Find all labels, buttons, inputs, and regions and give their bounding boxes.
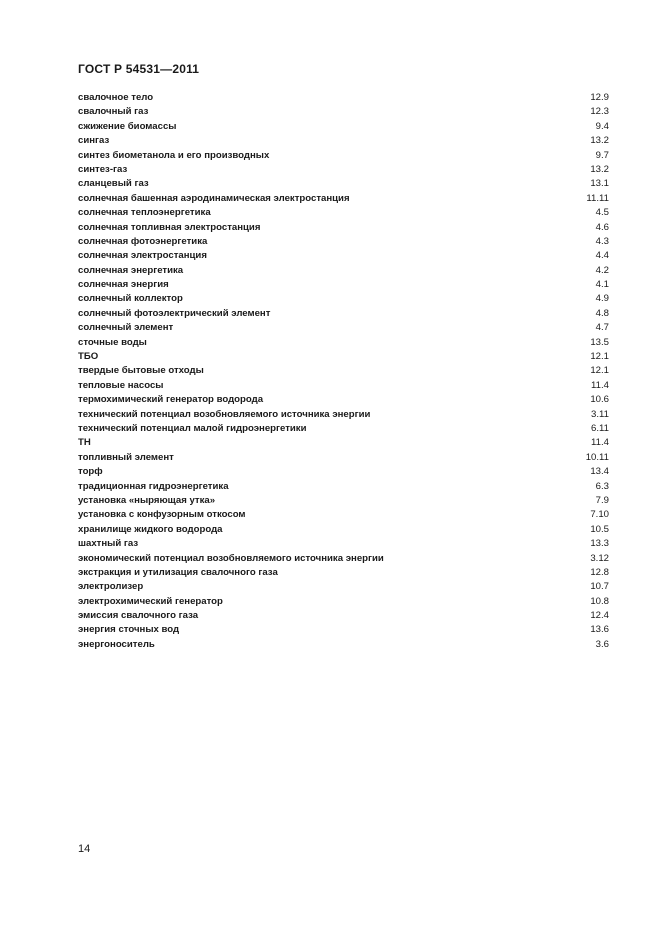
index-entry	[78, 609, 609, 623]
index-reference: 13.1	[590, 178, 609, 190]
index-entry	[78, 321, 609, 335]
index-term: сточные воды	[78, 336, 147, 348]
index-list	[78, 91, 609, 652]
index-term: сингаз	[78, 135, 110, 147]
index-term: технический потенциал малой гидроэнергетики	[78, 422, 307, 434]
index-entry	[78, 149, 609, 163]
index-reference: 7.10	[590, 509, 609, 521]
index-reference: 4.4	[595, 250, 609, 262]
index-entry	[78, 393, 609, 407]
index-reference: 10.5	[590, 523, 609, 535]
index-entry	[78, 552, 609, 566]
index-entry	[78, 638, 609, 652]
index-term: твердые бытовые отходы	[78, 365, 204, 377]
index-entry	[78, 595, 609, 609]
index-entry	[78, 134, 609, 148]
index-term: технический потенциал возобновляемого источника энергии	[78, 408, 371, 420]
index-entry	[78, 422, 609, 436]
index-reference: 12.9	[590, 92, 609, 103]
index-reference: 3.6	[595, 638, 609, 650]
index-reference: 4.2	[595, 264, 609, 276]
index-entry	[78, 350, 609, 364]
index-reference: 9.7	[595, 149, 609, 161]
index-reference: 13.3	[590, 538, 609, 550]
index-term: шахтный газ	[78, 538, 139, 550]
index-reference: 4.6	[595, 221, 609, 233]
index-reference: 12.1	[590, 351, 609, 363]
index-term: солнечная электростанция	[78, 250, 207, 262]
index-entry	[78, 105, 609, 119]
index-reference: 4.1	[595, 279, 609, 291]
index-term: ТН	[78, 437, 91, 449]
index-reference: 13.2	[590, 163, 609, 175]
index-entry	[78, 408, 609, 422]
index-term: тепловые насосы	[78, 379, 164, 391]
index-term: свалочный газ	[78, 106, 149, 118]
index-term: эмиссия свалочного газа	[78, 610, 199, 622]
index-reference: 3.11	[591, 408, 609, 420]
page-number: 14	[78, 843, 91, 855]
index-term: установка с конфузорным откосом	[78, 509, 246, 521]
index-entry	[78, 465, 609, 479]
index-reference: 4.7	[595, 322, 609, 334]
index-term: солнечный фотоэлектрический элемент	[78, 307, 271, 319]
index-reference: 4.8	[595, 307, 609, 319]
index-reference: 11.4	[591, 379, 609, 391]
index-reference: 13.4	[590, 466, 609, 478]
index-reference: 13.2	[590, 135, 609, 147]
index-term: энергия сточных вод	[78, 624, 180, 636]
index-entry	[78, 192, 609, 206]
index-entry	[78, 221, 609, 235]
index-entry	[78, 508, 609, 522]
index-reference: 3.12	[590, 552, 609, 564]
index-entry	[78, 523, 609, 537]
index-entry	[78, 278, 609, 292]
index-term: синтез биометанола и его производных	[78, 149, 270, 161]
index-term: хранилище жидкого водорода	[78, 523, 223, 535]
index-entry	[78, 249, 609, 263]
index-entry	[78, 91, 609, 105]
index-entry	[78, 292, 609, 306]
index-term: солнечная энергетика	[78, 264, 184, 276]
index-entry	[78, 336, 609, 350]
index-term: электролизер	[78, 581, 144, 593]
index-entry	[78, 379, 609, 393]
index-reference: 13.6	[590, 624, 609, 636]
index-reference: 10.6	[590, 394, 609, 406]
index-term: солнечная энергия	[78, 279, 169, 291]
index-term: традиционная гидроэнергетика	[78, 480, 229, 492]
index-term: сжижение биомассы	[78, 120, 177, 132]
index-entry	[78, 623, 609, 637]
index-term: ТБО	[78, 351, 99, 363]
index-reference: 12.3	[590, 106, 609, 118]
index-entry	[78, 494, 609, 508]
index-reference: 11.4	[591, 437, 609, 449]
index-term: энергоноситель	[78, 638, 155, 650]
index-term: экономический потенциал возобновляемого источника энергии	[78, 552, 384, 564]
index-reference: 4.5	[595, 207, 609, 219]
index-reference: 6.11	[591, 422, 609, 434]
index-term: солнечная теплоэнергетика	[78, 207, 211, 219]
index-term: солнечная фотоэнергетика	[78, 235, 208, 247]
index-entry	[78, 537, 609, 551]
index-entry	[78, 307, 609, 321]
index-entry	[78, 451, 609, 465]
index-term: солнечная башенная аэродинамическая электростанция	[78, 192, 350, 204]
index-term: топливный элемент	[78, 451, 174, 463]
index-entry	[78, 177, 609, 191]
index-term: синтез-газ	[78, 163, 128, 175]
index-entry	[78, 364, 609, 378]
index-reference: 4.9	[595, 293, 609, 305]
index-reference: 6.3	[595, 480, 609, 492]
index-entry	[78, 120, 609, 134]
index-reference: 4.3	[595, 235, 609, 247]
index-reference: 13.5	[590, 336, 609, 348]
index-term: сланцевый газ	[78, 178, 149, 190]
index-entry	[78, 436, 609, 450]
index-term: торф	[78, 466, 103, 478]
index-term: свалочное тело	[78, 92, 154, 103]
index-reference: 11.11	[586, 192, 609, 204]
index-term: экстракция и утилизация свалочного газа	[78, 566, 278, 578]
index-term: установка «ныряющая утка»	[78, 494, 216, 506]
index-entry	[78, 235, 609, 249]
index-reference: 10.7	[590, 581, 609, 593]
index-term: солнечная топливная электростанция	[78, 221, 261, 233]
index-entry	[78, 163, 609, 177]
index-entry	[78, 206, 609, 220]
index-reference: 10.8	[590, 595, 609, 607]
index-entry	[78, 264, 609, 278]
index-term: солнечный коллектор	[78, 293, 183, 305]
index-reference: 12.4	[590, 610, 609, 622]
index-entry	[78, 566, 609, 580]
document-title: ГОСТ Р 54531—2011	[78, 62, 200, 76]
index-reference: 9.4	[595, 120, 609, 132]
index-term: солнечный элемент	[78, 322, 174, 334]
index-entry	[78, 580, 609, 594]
index-reference: 10.11	[585, 451, 609, 463]
index-reference: 7.9	[595, 494, 609, 506]
index-term: термохимический генератор водорода	[78, 394, 264, 406]
index-term: электрохимический генератор	[78, 595, 223, 607]
index-entry	[78, 480, 609, 494]
index-reference: 12.8	[590, 566, 609, 578]
index-reference: 12.1	[590, 365, 609, 377]
